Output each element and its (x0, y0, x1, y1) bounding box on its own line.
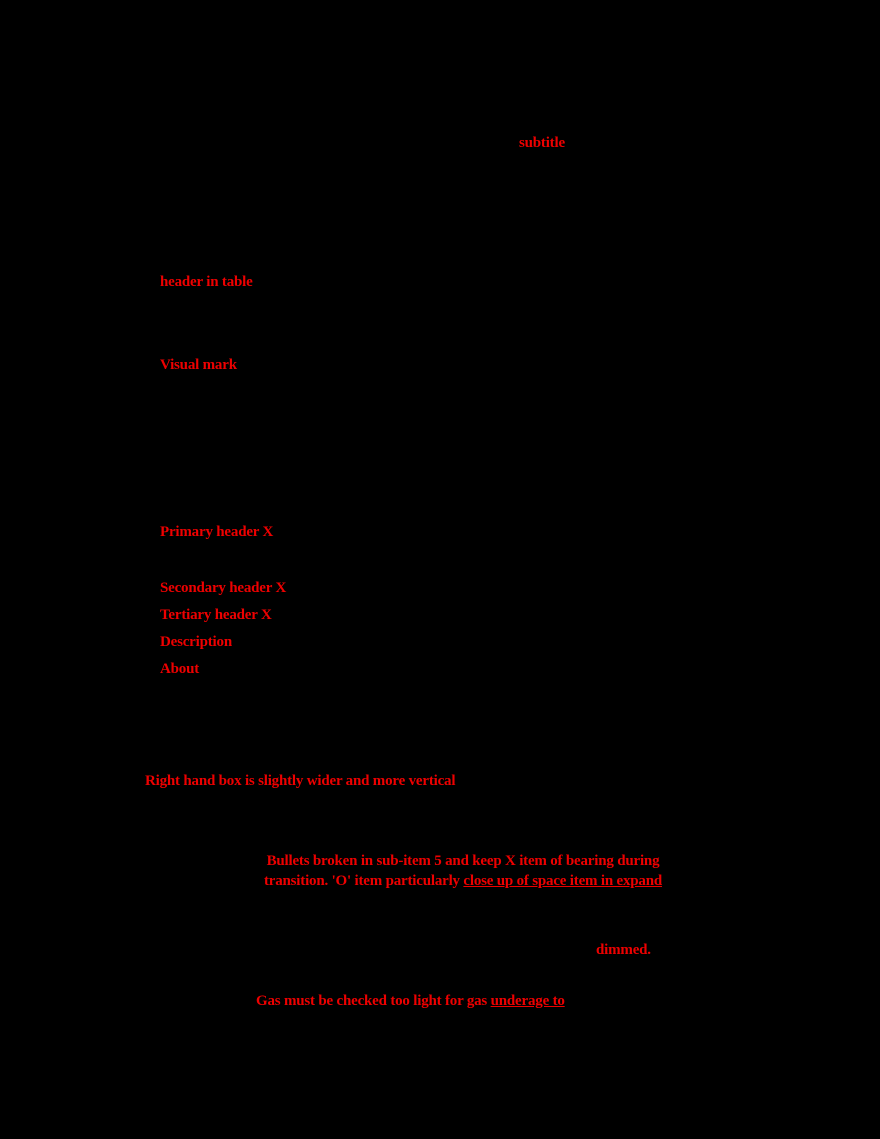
annotation-subtitle: subtitle (519, 135, 565, 151)
annotation-bullets-line1: Bullets broken in sub-item 5 and keep X item of bearing during (266, 853, 660, 869)
annotation-secondary-header: Secondary header X (160, 580, 287, 596)
annotation-line-note (256, 991, 565, 1011)
annotation-right-hand-box: Right hand box is slightly wider and more vertical (145, 773, 456, 789)
annotation-bullets (133, 851, 793, 892)
annotation-tertiary-header: Tertiary header X (160, 607, 272, 623)
annotation-description: Description (160, 634, 232, 650)
annotation-dimmed: dimmed. (596, 942, 651, 958)
annotation-header-in-table: header in table (160, 274, 253, 290)
annotation-bullets-line2: transition. 'O' item particularly (263, 873, 464, 890)
annotation-visual-mark: Visual mark (160, 357, 237, 373)
annotation-line-note-underlined: underage to (490, 993, 565, 1009)
annotation-about: About (160, 661, 200, 677)
annotation-bullets-line2-underlined: close up of space item in expand (463, 873, 663, 890)
annotation-primary-header: Primary header X (160, 524, 274, 540)
annotation-line-note-text: Gas must be checked too light for gas (256, 993, 491, 1009)
